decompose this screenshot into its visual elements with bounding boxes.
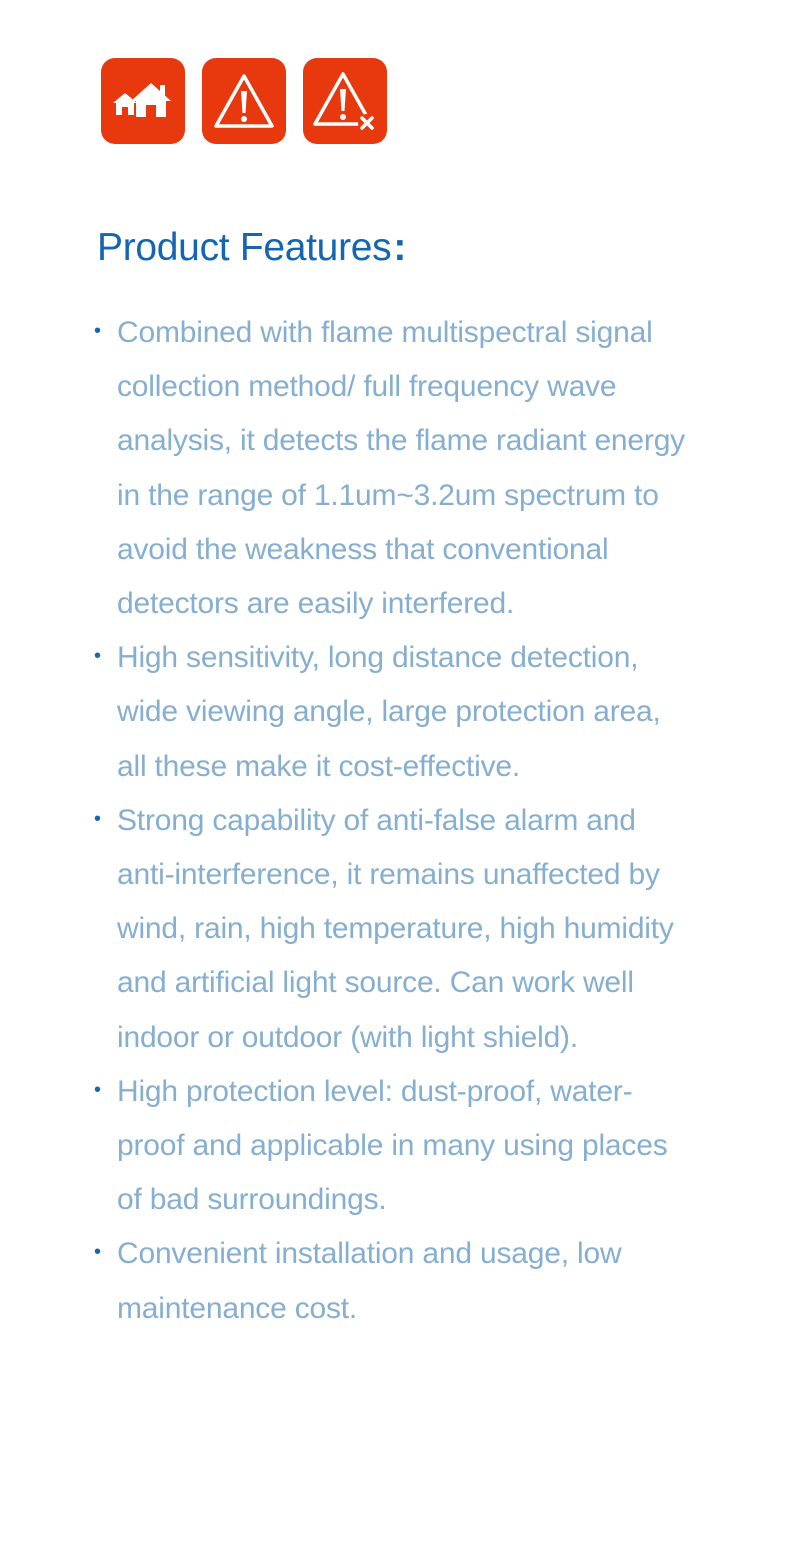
list-item [94,794,694,1065]
feature-text: High protection level: dust-proof, water-proof and applicable in many using places of bad surroundings. [117,1074,668,1217]
feature-text: Combined with flame multispectral signal collection method/ full frequency wave analysis, it detects the flame radiant energy in the range of 1.1um~3.2um spectrum to avoid the weakness that conventional detectors are easily interfered. [117,316,685,621]
bullet-icon: • [94,320,101,342]
list-item [94,1065,694,1228]
bullet-icon: • [94,645,101,668]
feature-text: Strong capability of anti-false alarm and anti-interference, it remains unaffected by wind, rain, high temperature, high humidity and artificial light source. Can work well indoor or outdoor (with light shield). [117,803,674,1054]
bullet-icon: • [94,1241,101,1264]
warning-icon [202,58,286,144]
indoor-outdoor-icon [101,58,185,144]
feature-icon-row [101,58,387,144]
section-title-text: Product Features [97,226,392,269]
section-title [97,226,406,270]
feature-text: High sensitivity, long distance detection, wide viewing angle, large protection area, all these make it cost-effective. [117,641,661,783]
list-item [94,306,694,631]
section-title-colon: : [393,226,407,269]
feature-text: Convenient installation and usage, low maintenance cost. [117,1237,622,1325]
list-item [94,1227,694,1335]
list-item [94,631,694,794]
features-list [94,306,694,1336]
bullet-icon: • [94,1078,101,1101]
bullet-icon: • [94,807,101,830]
anti-false-alarm-icon [303,58,387,144]
